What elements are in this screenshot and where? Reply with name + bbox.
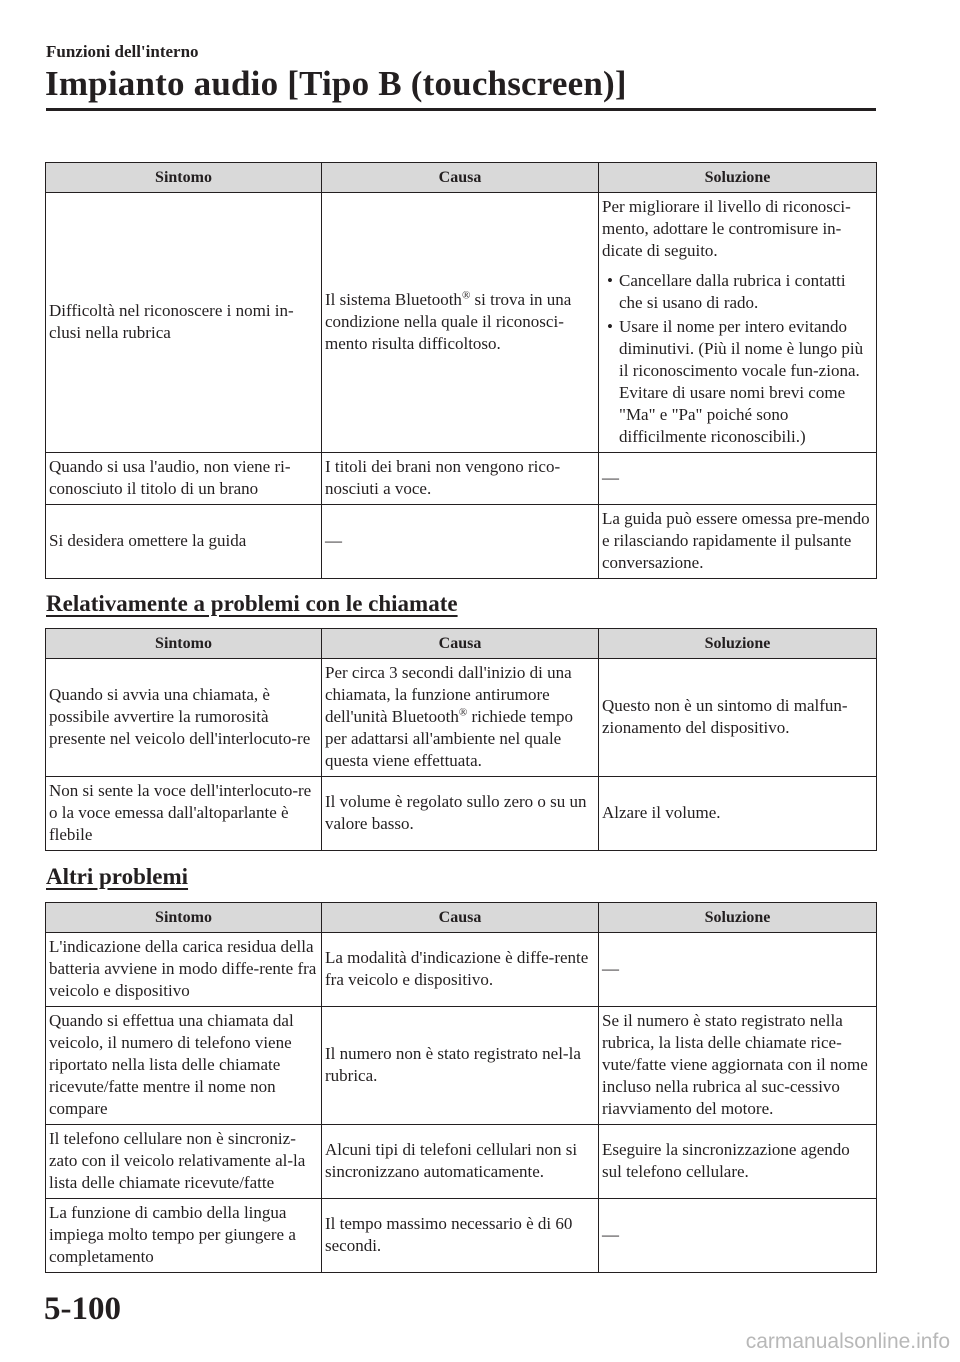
table-header-row xyxy=(46,163,877,193)
table-row xyxy=(46,505,877,579)
cell-causa-text: Il sistema Bluetooth xyxy=(325,290,462,309)
table-header-row xyxy=(46,629,877,659)
column-header-soluzione: Soluzione xyxy=(599,163,877,193)
cell-soluzione: — xyxy=(599,1199,877,1273)
cell-causa xyxy=(322,193,599,453)
cell-sintomo: Quando si usa l'audio, non viene ri-conosciuto il titolo di un brano xyxy=(46,453,322,505)
cell-soluzione xyxy=(599,193,877,453)
table-header-row xyxy=(46,903,877,933)
cell-causa-text-cont: si trova in una condizione nella quale il riconosci-mento risulta difficoltoso. xyxy=(325,290,572,353)
bullet-dot-icon: • xyxy=(607,271,613,290)
cell-causa xyxy=(322,659,599,777)
page-title: Impianto audio [Tipo B (touchscreen)] xyxy=(45,64,627,103)
cell-causa: Il volume è regolato sullo zero o su un valore basso. xyxy=(322,777,599,851)
column-header-sintomo: Sintomo xyxy=(46,903,322,933)
cell-causa: Il numero non è stato registrato nel-la rubrica. xyxy=(322,1007,599,1125)
cell-sintomo: Quando si avvia una chiamata, è possibile avvertire la rumorosità presente nel veicolo dell'interlocuto-re xyxy=(46,659,322,777)
cell-sintomo: Difficoltà nel riconoscere i nomi in-clusi nella rubrica xyxy=(46,193,322,453)
bullet-text: Cancellare dalla rubrica i contatti che si usano di rado. xyxy=(619,271,846,312)
cell-causa: La modalità d'indicazione è diffe-rente fra veicolo e dispositivo. xyxy=(322,933,599,1007)
cell-soluzione: La guida può essere omessa pre-mendo e rilasciando rapidamente il pulsante conversazione. xyxy=(599,505,877,579)
table-row xyxy=(46,933,877,1007)
table-row xyxy=(46,453,877,505)
column-header-soluzione: Soluzione xyxy=(599,629,877,659)
bullet-item xyxy=(602,316,872,448)
soluzione-intro: Per migliorare il livello di riconosci-mento, adottare le contromisure in-dicate di seguito. xyxy=(602,197,851,260)
registered-mark: ® xyxy=(461,289,471,302)
cell-sintomo: Quando si effettua una chiamata dal veicolo, il numero di telefono viene riportato nella lista delle chiamate ricevute/fatte mentre il nome non compare xyxy=(46,1007,322,1125)
cell-causa-text-cont: richiede tempo per adattarsi all'ambiente nel quale questa viene effettuata. xyxy=(325,707,573,770)
cell-soluzione: — xyxy=(599,933,877,1007)
registered-mark: ® xyxy=(458,706,468,719)
cell-sintomo: Non si sente la voce dell'interlocuto-re o la voce emessa dall'altoparlante è flebile xyxy=(46,777,322,851)
title-rule xyxy=(46,108,876,111)
page-number: 5-100 xyxy=(44,1291,121,1327)
section-heading-other: Altri problemi xyxy=(46,864,189,889)
table-row xyxy=(46,1007,877,1125)
bullet-text: Usare il nome per intero evitando diminutivi. (Più il nome è lungo più il riconoscimento vocale fun-ziona. Evitare di usare nomi brevi come "Ma" e "Pa" poiché sono difficilmente riconoscibili.) xyxy=(619,317,864,446)
cell-sintomo: La funzione di cambio della lingua impiega molto tempo per giungere a completamento xyxy=(46,1199,322,1273)
table-row xyxy=(46,1125,877,1199)
cell-soluzione: Se il numero è stato registrato nella rubrica, la lista delle chiamate rice-vute/fatte viene aggiornata con il nome incluso nella rubrica al suc-cessivo riavviamento del motore. xyxy=(599,1007,877,1125)
bullet-item xyxy=(602,270,872,314)
column-header-causa: Causa xyxy=(322,629,599,659)
column-header-causa: Causa xyxy=(322,163,599,193)
cell-causa: Il tempo massimo necessario è di 60 secondi. xyxy=(322,1199,599,1273)
table-row xyxy=(46,777,877,851)
cell-sintomo: Il telefono cellulare non è sincroniz-zato con il veicolo relativamente al-la lista delle chiamate ricevute/fatte xyxy=(46,1125,322,1199)
section-heading-calls: Relativamente a problemi con le chiamate xyxy=(46,591,458,616)
column-header-causa: Causa xyxy=(322,903,599,933)
section-label: Funzioni dell'interno xyxy=(46,42,199,61)
table-row xyxy=(46,193,877,453)
cell-sintomo: L'indicazione della carica residua della batteria avviene in modo diffe-rente fra veicolo e dispositivo xyxy=(46,933,322,1007)
cell-sintomo: Si desidera omettere la guida xyxy=(46,505,322,579)
cell-causa: Alcuni tipi di telefoni cellulari non si sincronizzano automaticamente. xyxy=(322,1125,599,1199)
cell-soluzione: Questo non è un sintomo di malfun-zionamento del dispositivo. xyxy=(599,659,877,777)
symptom-table-other xyxy=(45,902,877,1273)
column-header-sintomo: Sintomo xyxy=(46,629,322,659)
cell-soluzione: Eseguire la sincronizzazione agendo sul telefono cellulare. xyxy=(599,1125,877,1199)
bullet-dot-icon: • xyxy=(607,317,613,336)
symptom-table-recognition xyxy=(45,162,877,579)
column-header-sintomo: Sintomo xyxy=(46,163,322,193)
table-row xyxy=(46,659,877,777)
table-row xyxy=(46,1199,877,1273)
cell-soluzione: — xyxy=(599,453,877,505)
cell-causa-text: Per circa 3 secondi dall'inizio di una chiamata, la funzione antirumore dell'unità Bluetooth xyxy=(325,663,572,726)
cell-soluzione: Alzare il volume. xyxy=(599,777,877,851)
symptom-table-calls xyxy=(45,628,877,851)
cell-causa: — xyxy=(322,505,599,579)
column-header-soluzione: Soluzione xyxy=(599,903,877,933)
cell-causa: I titoli dei brani non vengono rico-nosciuti a voce. xyxy=(322,453,599,505)
watermark: carmanualsonline.info xyxy=(745,1330,950,1353)
